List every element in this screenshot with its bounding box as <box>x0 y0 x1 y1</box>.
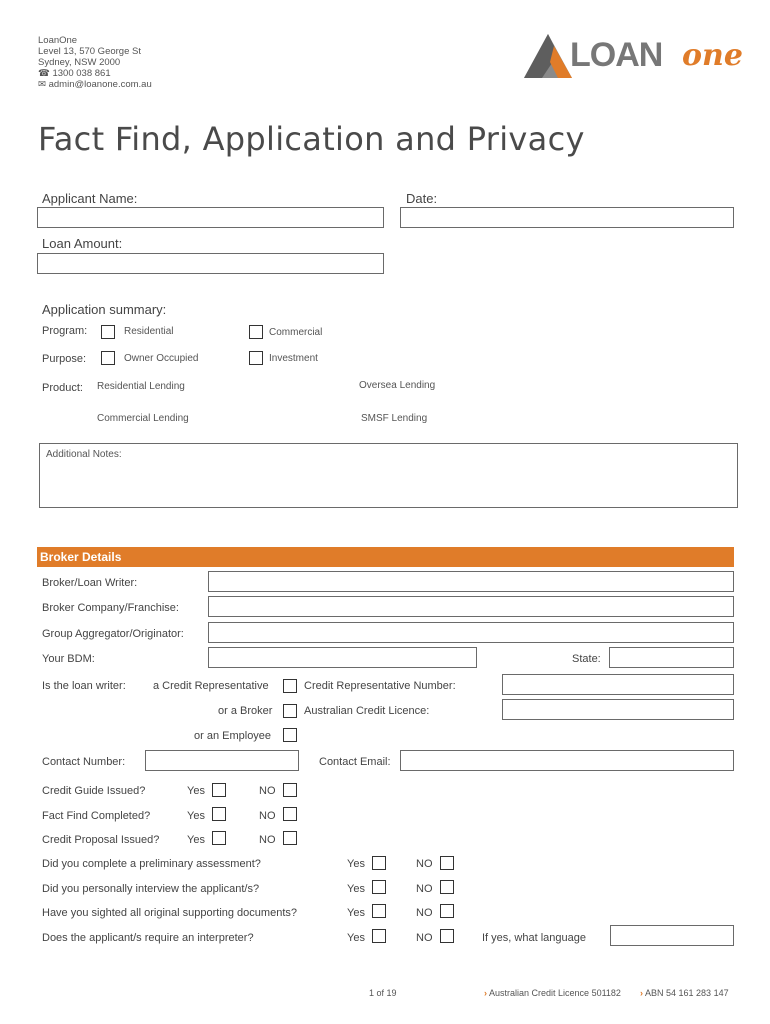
chevron-right-icon: › <box>640 988 643 998</box>
broker-writer-field[interactable] <box>208 571 734 592</box>
aggregator-label: Group Aggregator/Originator: <box>42 628 184 640</box>
applicant-name-label: Applicant Name: <box>42 191 138 206</box>
company-phone: 1300 038 861 <box>52 68 111 79</box>
contact-email-label: Contact Email: <box>319 756 391 768</box>
q-credit-guide-yes-checkbox[interactable] <box>212 783 226 797</box>
q-interview-label: Did you personally interview the applicant/s? <box>42 883 260 895</box>
q-sighted-no-checkbox[interactable] <box>440 904 454 918</box>
product-label: Product: <box>42 382 83 394</box>
state-field[interactable] <box>609 647 734 668</box>
contact-number-field[interactable] <box>145 750 299 771</box>
broker-option-label: or a Broker <box>218 705 273 717</box>
q-credit-guide-yes-label: Yes <box>187 785 205 797</box>
q-fact-find-no-label: NO <box>259 810 276 822</box>
logo-text-loan: LOAN <box>570 36 663 74</box>
q-sighted-no-label: NO <box>416 907 433 919</box>
bdm-label: Your BDM: <box>42 653 95 665</box>
credit-representative-checkbox[interactable] <box>283 679 297 693</box>
credit-rep-number-field[interactable] <box>502 674 734 695</box>
bdm-field[interactable] <box>208 647 477 668</box>
application-summary-heading: Application summary: <box>42 302 167 317</box>
purpose-owner-occupied-checkbox[interactable] <box>101 351 115 365</box>
q-sighted-label: Have you sighted all original supporting documents? <box>42 907 297 919</box>
q-credit-guide-label: Credit Guide Issued? <box>42 785 146 797</box>
language-field[interactable] <box>610 925 734 946</box>
broker-company-label: Broker Company/Franchise: <box>42 602 179 614</box>
q-prelim-label: Did you complete a preliminary assessment? <box>42 858 261 870</box>
state-label: State: <box>572 653 601 665</box>
logo-text-one: one <box>682 38 743 73</box>
q-fact-find-yes-label: Yes <box>187 810 205 822</box>
program-commercial-checkbox[interactable] <box>249 325 263 339</box>
broker-writer-label: Broker/Loan Writer: <box>42 577 138 589</box>
q-prelim-yes-checkbox[interactable] <box>372 856 386 870</box>
logo-mountain-icon <box>522 32 574 80</box>
company-address-line2: Sydney, NSW 2000 <box>38 57 121 68</box>
company-name: LoanOne <box>38 35 78 46</box>
q-interpreter-label: Does the applicant/s require an interpreter? <box>42 932 254 944</box>
envelope-icon: ✉ <box>38 79 46 90</box>
footer-licence: Australian Credit Licence 501182 <box>489 988 621 998</box>
q-interpreter-no-checkbox[interactable] <box>440 929 454 943</box>
program-label: Program: <box>42 325 88 337</box>
q-sighted-yes-checkbox[interactable] <box>372 904 386 918</box>
date-label: Date: <box>406 191 438 206</box>
q-interview-no-label: NO <box>416 883 433 895</box>
credit-licence-field[interactable] <box>502 699 734 720</box>
page-number: 1 of 19 <box>369 988 397 998</box>
purpose-owner-occupied-label: Owner Occupied <box>124 353 199 364</box>
q-credit-proposal-yes-checkbox[interactable] <box>212 831 226 845</box>
company-address-line1: Level 13, 570 George St <box>38 46 141 57</box>
loanone-logo <box>522 32 744 80</box>
additional-notes-label: Additional Notes: <box>46 449 122 460</box>
loan-amount-label: Loan Amount: <box>42 236 123 251</box>
phone-icon: ☎ <box>38 68 50 79</box>
product-oversea-lending[interactable]: Oversea Lending <box>359 380 436 391</box>
q-fact-find-label: Fact Find Completed? <box>42 810 151 822</box>
contact-number-label: Contact Number: <box>42 756 126 768</box>
program-residential-label: Residential <box>124 326 174 337</box>
company-info <box>38 35 152 90</box>
credit-rep-number-label: Credit Representative Number: <box>304 680 456 692</box>
q-credit-guide-no-checkbox[interactable] <box>283 783 297 797</box>
q-interpreter-yes-label: Yes <box>347 932 365 944</box>
product-commercial-lending[interactable]: Commercial Lending <box>97 413 189 424</box>
q-prelim-no-checkbox[interactable] <box>440 856 454 870</box>
page-title: Fact Find, Application and Privacy <box>38 120 585 158</box>
product-residential-lending[interactable]: Residential Lending <box>97 381 185 392</box>
purpose-investment-checkbox[interactable] <box>249 351 263 365</box>
broker-company-field[interactable] <box>208 596 734 617</box>
q-credit-proposal-no-label: NO <box>259 834 276 846</box>
chevron-right-icon: › <box>484 988 487 998</box>
broker-option-checkbox[interactable] <box>283 704 297 718</box>
company-email: admin@loanone.com.au <box>48 79 152 90</box>
footer-abn: ABN 54 161 283 147 <box>645 988 729 998</box>
purpose-investment-label: Investment <box>269 353 318 364</box>
date-field[interactable] <box>400 207 734 228</box>
additional-notes-field[interactable] <box>39 443 738 508</box>
q-interview-no-checkbox[interactable] <box>440 880 454 894</box>
q-credit-proposal-yes-label: Yes <box>187 834 205 846</box>
q-interview-yes-checkbox[interactable] <box>372 880 386 894</box>
is-loan-writer-label: Is the loan writer: <box>42 680 126 692</box>
employee-option-label: or an Employee <box>194 730 272 742</box>
purpose-label: Purpose: <box>42 353 87 365</box>
credit-licence-label: Australian Credit Licence: <box>304 705 430 717</box>
q-fact-find-no-checkbox[interactable] <box>283 807 297 821</box>
q-interview-yes-label: Yes <box>347 883 365 895</box>
credit-representative-label: a Credit Representative <box>153 680 269 692</box>
q-sighted-yes-label: Yes <box>347 907 365 919</box>
language-label: If yes, what language <box>482 932 586 944</box>
product-smsf-lending[interactable]: SMSF Lending <box>361 413 428 424</box>
applicant-name-field[interactable] <box>37 207 384 228</box>
q-interpreter-yes-checkbox[interactable] <box>372 929 386 943</box>
aggregator-field[interactable] <box>208 622 734 643</box>
q-credit-proposal-no-checkbox[interactable] <box>283 831 297 845</box>
broker-details-header: Broker Details <box>37 547 734 567</box>
q-prelim-yes-label: Yes <box>347 858 365 870</box>
q-fact-find-yes-checkbox[interactable] <box>212 807 226 821</box>
q-credit-guide-no-label: NO <box>259 785 276 797</box>
employee-option-checkbox[interactable] <box>283 728 297 742</box>
q-interpreter-no-label: NO <box>416 932 433 944</box>
q-credit-proposal-label: Credit Proposal Issued? <box>42 834 160 846</box>
contact-email-field[interactable] <box>400 750 734 771</box>
program-residential-checkbox[interactable] <box>101 325 115 339</box>
loan-amount-field[interactable] <box>37 253 384 274</box>
program-commercial-label: Commercial <box>269 327 323 338</box>
q-prelim-no-label: NO <box>416 858 433 870</box>
